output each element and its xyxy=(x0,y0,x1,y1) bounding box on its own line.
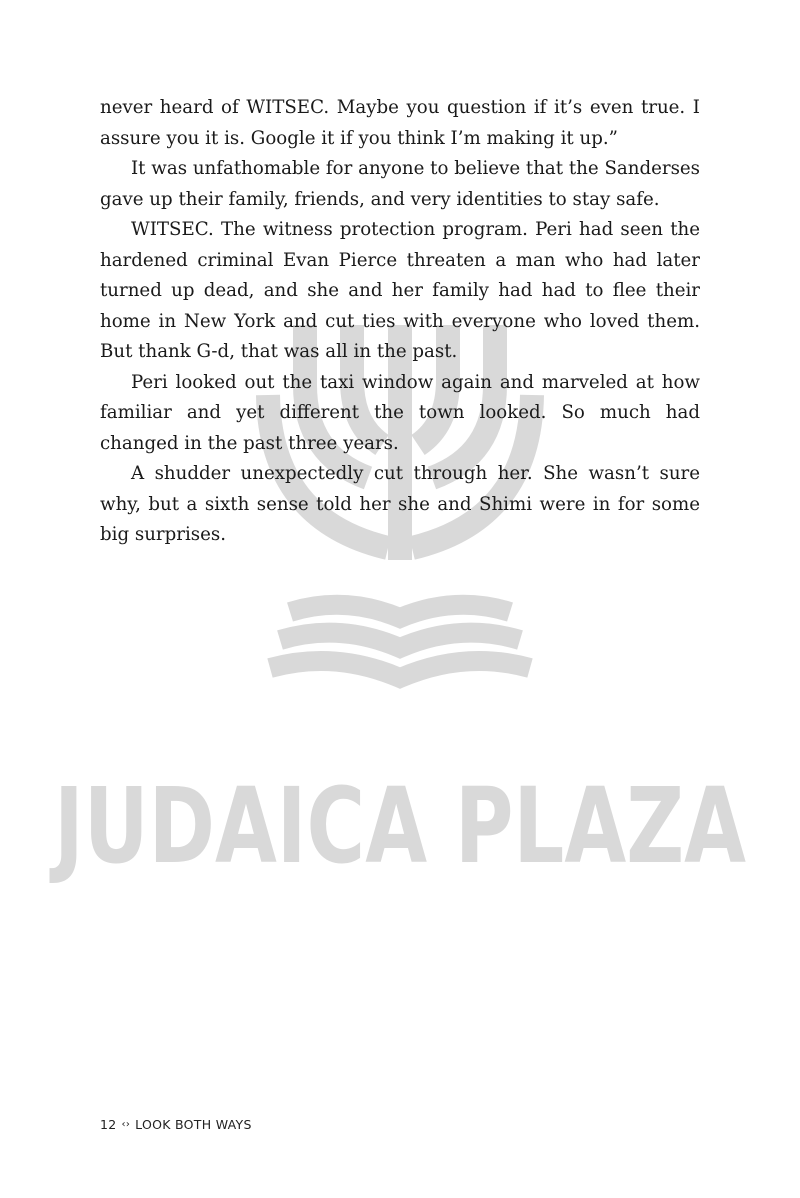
paragraph: It was unfathomable for anyone to believe that the Sanderses gave up their family, friends, and very identities to stay safe. xyxy=(100,158,700,210)
paragraph-continued: never heard of WITSEC. Maybe you question if it’s even true. I assure you it is. Google it if you think I’m making it up.” xyxy=(100,97,700,149)
page-number: 12 xyxy=(100,1117,117,1132)
paragraph: Peri looked out the taxi window again and marveled at how familiar and yet different the town looked. So much had changed in the past three years. xyxy=(100,371,700,454)
book-title: LOOK BOTH WAYS xyxy=(135,1117,252,1132)
paragraph: A shudder unexpectedly cut through her. She wasn’t sure why, but a sixth sense told her she and Shimi were in for some big surprises. xyxy=(100,463,700,545)
paragraph: WITSEC. The witness protection program. Peri had seen the hardened criminal Evan Pierce threaten a man who had later turned up dead, and she and her family had had to flee their home in New York and cut ties with everyone who loved them. But thank G-d, that was all in the past. xyxy=(100,219,700,362)
body-text xyxy=(100,93,700,551)
page-footer xyxy=(100,1117,252,1132)
separator-icon: ‹› xyxy=(121,1119,131,1130)
watermark-text: JUDAICA PLAZA xyxy=(49,765,747,887)
